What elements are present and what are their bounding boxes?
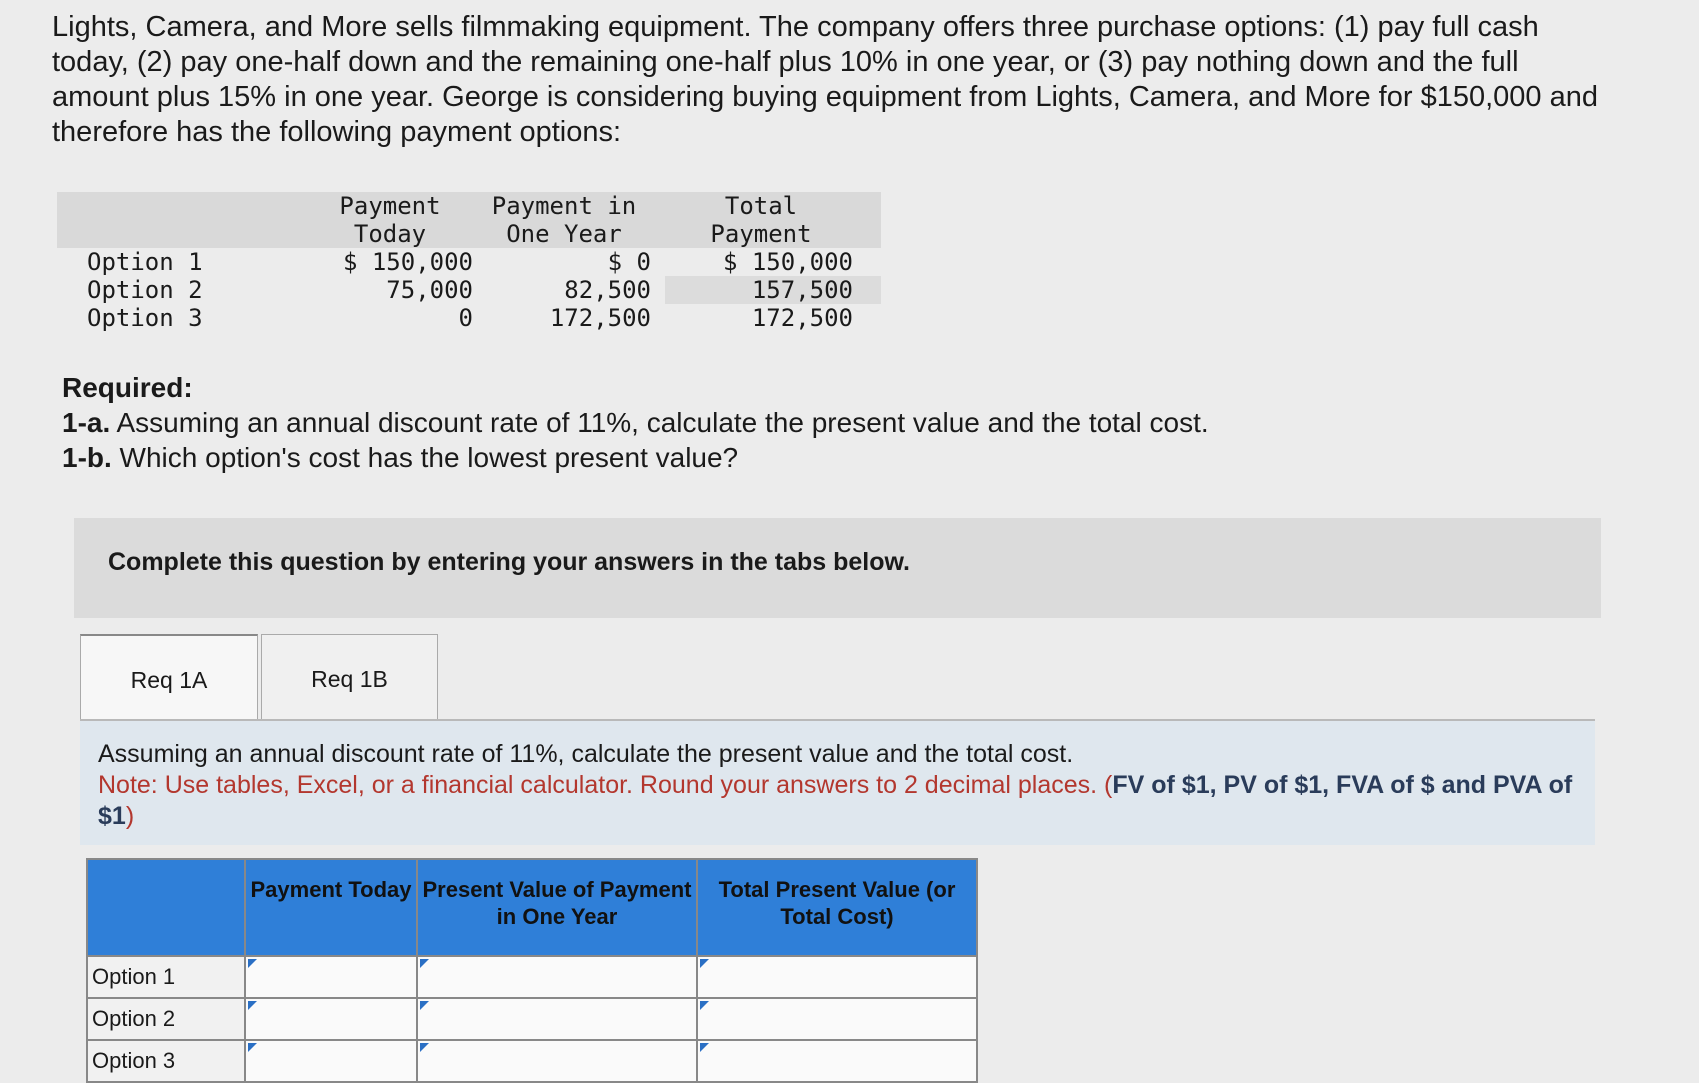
- row-label: Option 2: [87, 276, 203, 304]
- option-1-pv-one-year-input[interactable]: [417, 956, 697, 998]
- answer-input[interactable]: [247, 957, 419, 997]
- required-item-number: 1-b.: [62, 442, 112, 473]
- instruction-panel: [74, 518, 1601, 618]
- answer-input[interactable]: [247, 999, 419, 1039]
- table-row: [57, 304, 881, 332]
- option-2-total-pv-input[interactable]: [697, 998, 977, 1040]
- answer-input[interactable]: [419, 957, 699, 997]
- header-payment-today: Payment Today: [245, 859, 417, 956]
- panel-message: Complete this question by entering your answers in the tabs below.: [108, 548, 910, 576]
- answer-input[interactable]: [699, 999, 979, 1039]
- payment-one-year-value: 172,500: [549, 304, 651, 332]
- required-item: [62, 440, 1209, 475]
- row-label: Option 2: [87, 998, 245, 1040]
- table-links[interactable]: FV of $1, PV of $1, FVA of $ and PVA of $1: [98, 771, 1573, 830]
- answer-table: [86, 858, 978, 1083]
- row-label: Option 1: [87, 956, 245, 998]
- header-total-present-value: Total Present Value (or Total Cost): [697, 859, 977, 956]
- required-item-number: 1-a.: [62, 407, 111, 438]
- corner-cell: [87, 859, 245, 956]
- required-item: [62, 405, 1209, 440]
- answer-input[interactable]: [419, 999, 699, 1039]
- option-1-payment-today-input[interactable]: [245, 956, 417, 998]
- tab-label: Req 1A: [130, 666, 208, 693]
- total-payment-value: $ 150,000: [722, 248, 853, 276]
- header-total-payment: Total Payment: [665, 192, 881, 248]
- tab-req-1b[interactable]: [261, 634, 438, 723]
- payment-one-year-value: $ 0: [607, 248, 651, 276]
- answer-input[interactable]: [699, 1041, 979, 1081]
- row-label: Option 3: [87, 1040, 245, 1082]
- required-item-text: Assuming an annual discount rate of 11%, calculate the present value and the total cost.: [110, 407, 1209, 438]
- row-label: Option 1: [87, 248, 203, 276]
- option-1-total-pv-input[interactable]: [697, 956, 977, 998]
- instruction-note: [98, 770, 1588, 832]
- option-3-total-pv-input[interactable]: [697, 1040, 977, 1082]
- row-label: Option 3: [87, 304, 203, 332]
- option-2-payment-today-input[interactable]: [245, 998, 417, 1040]
- table-row: [87, 998, 977, 1040]
- payment-today-value: 0: [458, 304, 473, 332]
- header-pv-payment-one-year: Present Value of Payment in One Year: [417, 859, 697, 956]
- table-row: [87, 1040, 977, 1082]
- answer-input[interactable]: [247, 1041, 419, 1081]
- note-text: Note: Use tables, Excel, or a financial calculator. Round your answers to 2 decimal places. (: [98, 771, 1113, 799]
- tab-label: Req 1B: [311, 665, 388, 692]
- table-row: [87, 956, 977, 998]
- total-payment-value: 172,500: [751, 304, 853, 332]
- instruction-text: Assuming an annual discount rate of 11%, calculate the present value and the total cost.: [98, 740, 1074, 768]
- payment-today-value: 75,000: [386, 276, 473, 304]
- required-section: [62, 370, 1209, 475]
- option-2-pv-one-year-input[interactable]: [417, 998, 697, 1040]
- total-payment-value: 157,500: [665, 276, 881, 304]
- problem-intro: Lights, Camera, and More sells filmmaking equipment. The company offers three purchase options: (1) pay full cash today, (2) pay one-half down and the remaining one-half plus 10% in one year, or (3) pay nothing down and the full amount plus 15% in one year. George is considering buying equipment from Lights, Camera, and More for $150,000 and therefore has the following payment options:: [52, 11, 1598, 148]
- note-suffix: ): [125, 802, 135, 830]
- header-payment-today: Payment Today: [307, 192, 473, 248]
- answer-input[interactable]: [419, 1041, 699, 1081]
- payment-today-value: $ 150,000: [342, 248, 473, 276]
- option-3-pv-one-year-input[interactable]: [417, 1040, 697, 1082]
- answer-input[interactable]: [699, 957, 979, 997]
- required-item-text: Which option's cost has the lowest present value?: [111, 442, 739, 473]
- payment-one-year-value: 82,500: [564, 276, 651, 304]
- required-heading: Required:: [62, 372, 193, 403]
- corner-cell: [57, 192, 307, 248]
- tab-req-1a[interactable]: [80, 634, 258, 724]
- table-row: [57, 248, 881, 276]
- table-row: [57, 276, 881, 304]
- header-payment-one-year: Payment in One Year: [473, 192, 665, 248]
- payment-options-table: [57, 192, 881, 332]
- tab-instructions: [80, 721, 1595, 845]
- option-3-payment-today-input[interactable]: [245, 1040, 417, 1082]
